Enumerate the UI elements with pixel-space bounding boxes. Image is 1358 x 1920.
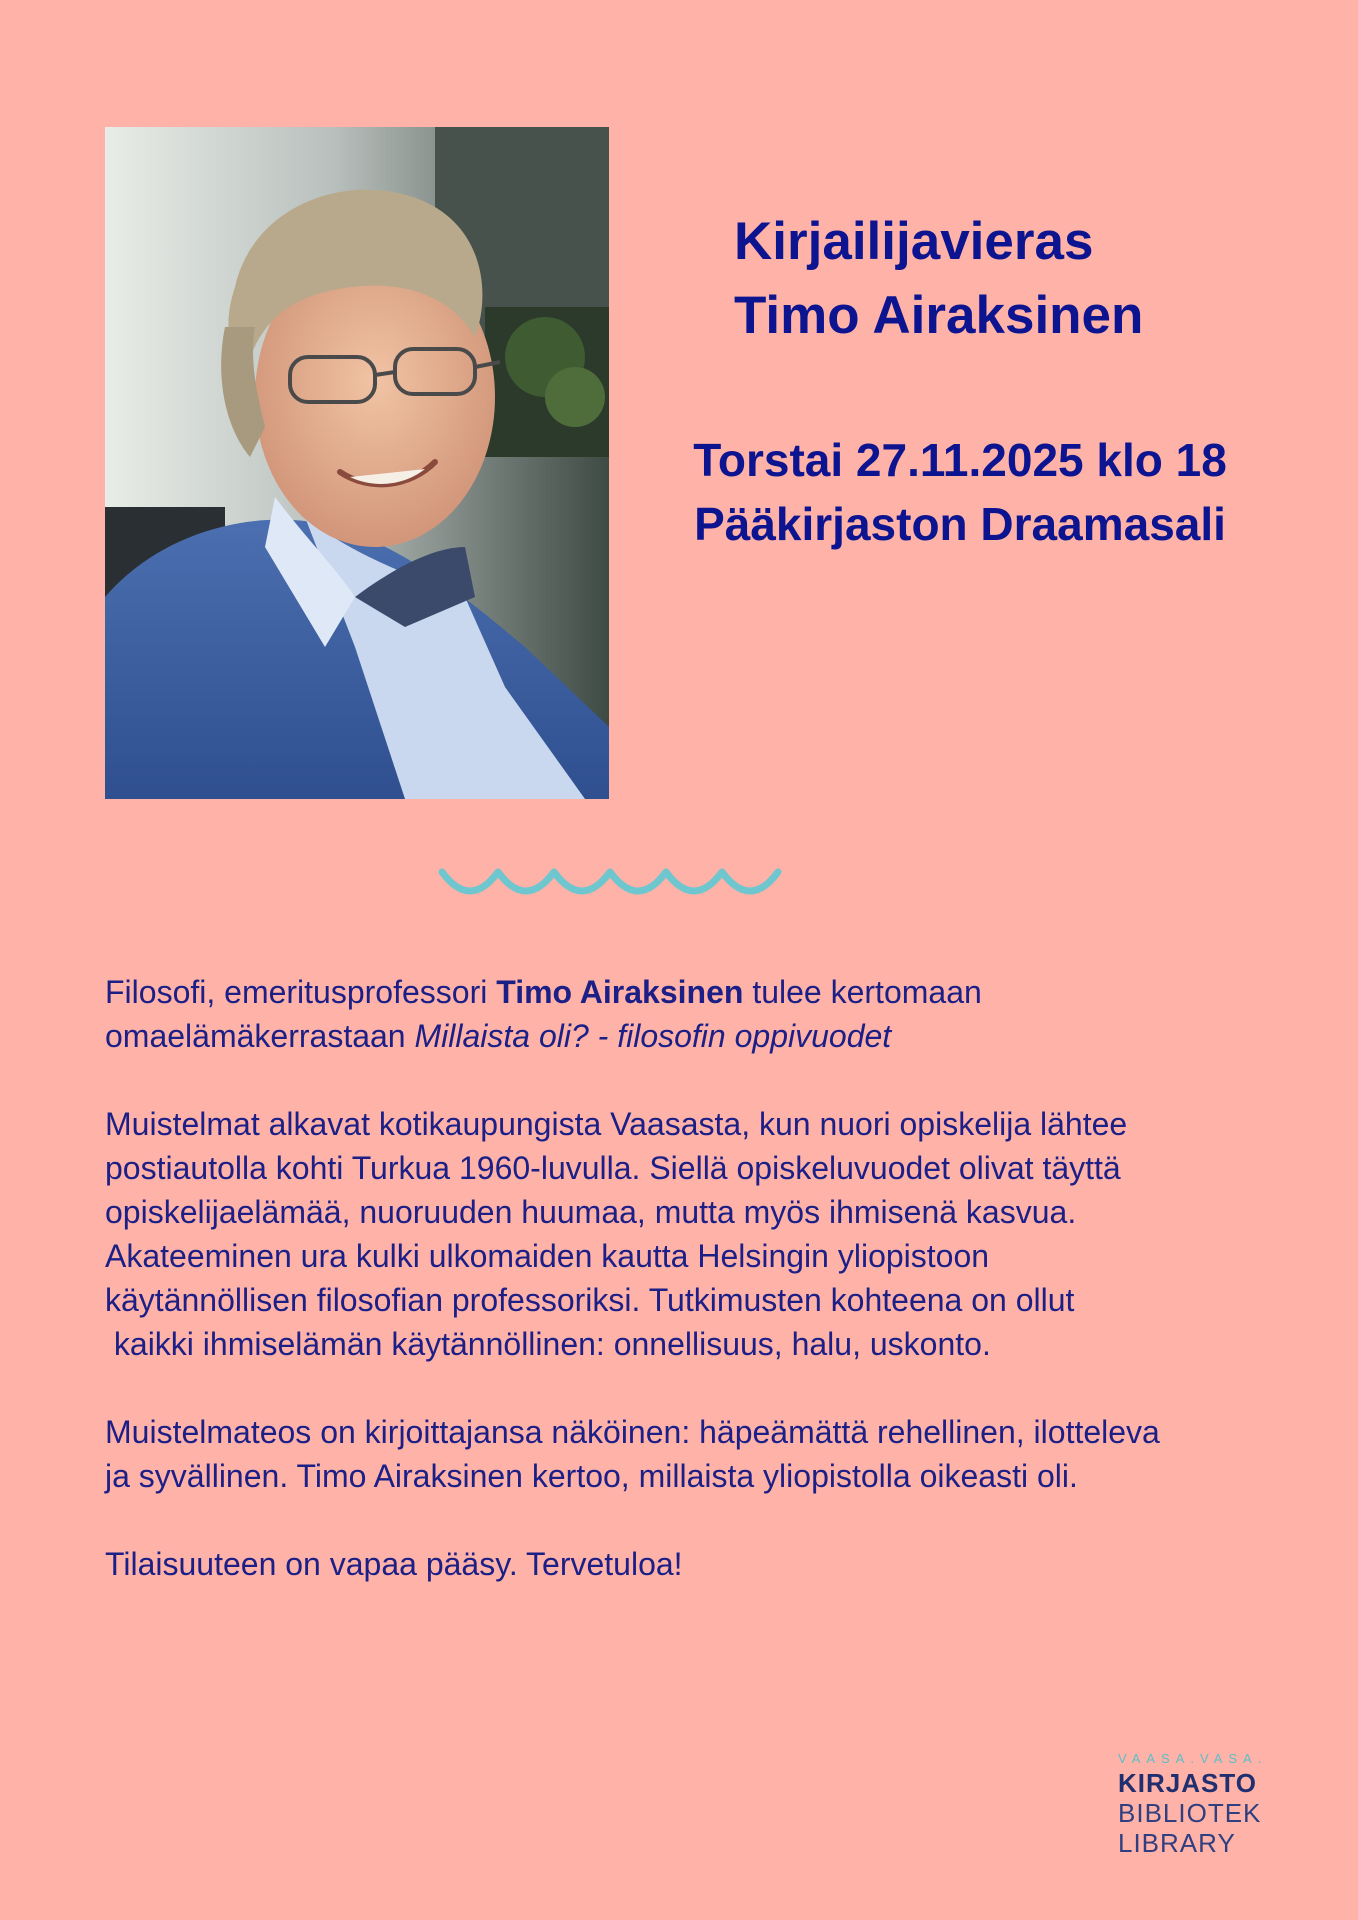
heading-line-1: Kirjailijavieras <box>734 212 1094 271</box>
intro-text-1: Filosofi, emeritusprofessori <box>105 974 497 1010</box>
library-logo <box>1118 1750 1267 1858</box>
memoir-line: käytännöllisen filosofian professoriksi. Tutkimusten kohteena on ollut <box>105 1282 1075 1318</box>
author-photo <box>105 127 609 799</box>
review-line: Muistelmateos on kirjoittajansa näköinen: häpeämättä rehellinen, ilotteleva <box>105 1414 1160 1450</box>
logo-line-bibliotek: BIBLIOTEK <box>1118 1798 1262 1828</box>
memoir-line: opiskelijaelämää, nuoruuden huumaa, mutta myös ihmisenä kasvua. <box>105 1194 1077 1230</box>
memoir-line: Muistelmat alkavat kotikaupungista Vaasasta, kun nuori opiskelija lähtee <box>105 1106 1128 1142</box>
event-description <box>105 970 1285 1630</box>
logo-line-kirjasto: KIRJASTO <box>1118 1768 1257 1798</box>
event-details <box>650 428 1270 556</box>
closing-text: Tilaisuuteen on vapaa pääsy. Tervetuloa! <box>105 1546 683 1582</box>
review-paragraph <box>105 1410 1285 1498</box>
memoir-line: postiautolla kohti Turkua 1960-luvulla. Siellä opiskeluvuodet olivat täyttä <box>105 1150 1121 1186</box>
memoir-line: Akateeminen ura kulki ulkomaiden kautta Helsingin yliopistoon <box>105 1238 990 1274</box>
intro-paragraph <box>105 970 1285 1058</box>
logo-line-library: LIBRARY <box>1118 1828 1236 1858</box>
intro-text-3: omaelämäkerrastaan <box>105 1018 415 1054</box>
closing-paragraph <box>105 1542 1285 1586</box>
author-name: Timo Airaksinen <box>496 974 744 1010</box>
heading-line-2: Timo Airaksinen <box>734 286 1144 345</box>
event-datetime: Torstai 27.11.2025 klo 18 <box>693 434 1227 486</box>
review-line: ja syvällinen. Timo Airaksinen kertoo, millaista yliopistolla oikeasti oli. <box>105 1458 1078 1494</box>
memoir-paragraph <box>105 1102 1285 1366</box>
event-venue: Pääkirjaston Draamasali <box>694 498 1226 550</box>
intro-text-2: tulee kertomaan <box>743 974 982 1010</box>
book-title: Millaista oli? - filosofin oppivuodet <box>414 1018 892 1054</box>
logo-tagline: VAASA.VASA. <box>1118 1751 1268 1766</box>
event-heading <box>734 205 1143 353</box>
author-portrait <box>105 127 609 799</box>
wave-divider-icon <box>438 866 798 911</box>
memoir-line: kaikki ihmiselämän käytännöllinen: onnellisuus, halu, uskonto. <box>105 1326 991 1362</box>
